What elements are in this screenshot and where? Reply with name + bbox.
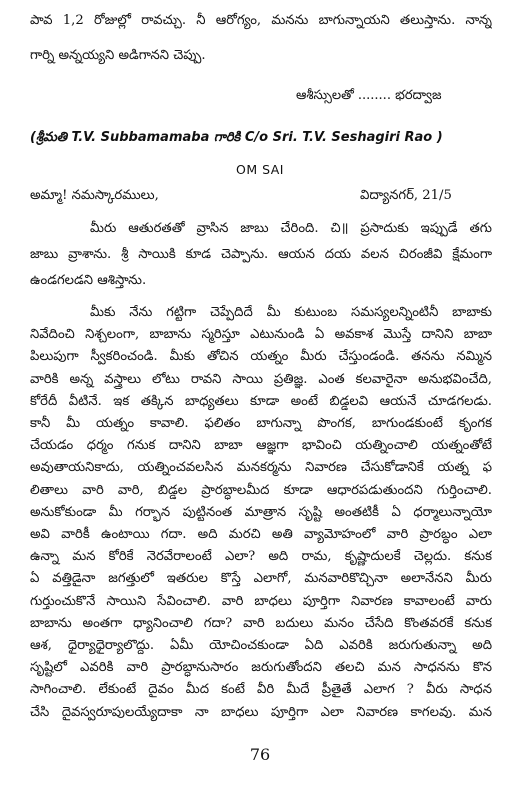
text-line: ఉండగలడని ఆశిస్తాను.	[30, 273, 147, 288]
text-line: అవి వారికీ ఉంటాయి గదా. అది మరచి అతి వ్యామోహంలో వారి ప్రారబ్ధం ఎలా	[30, 527, 492, 542]
text-line: ఆశ, ధైర్యాధైర్యాలొద్దు. ఏమీ యోచించకుండా ఏది ఎవరికి జరుగుతున్నా అది	[30, 638, 492, 653]
salutation: అమ్మా! నమస్కారములు,	[30, 188, 159, 203]
text-line: సృష్టిలో ఎవరికి వారి ప్రారబ్ధానుసారం జరుగుతోందని తలచి మన సాధనను కొన	[30, 660, 492, 676]
page-number: 76	[249, 745, 271, 764]
text-line: వారికి అన్న వస్త్రాలు లోటు రావని సాయి ప్రతిజ్ఞ. ఎంత కలవారైనా అనుభవించేది,	[30, 371, 492, 387]
text-line: చేయడం ధర్మం గనుక దానిని బాబా ఆజ్ఞగా భావించి యత్నించాలి యత్నంతోటే	[30, 438, 492, 454]
text-line: మీకు నేను గట్టిగా చెప్పేదిదే మీ కుటుంబ సమస్యలన్నింటినీ బాబాకు	[90, 305, 492, 320]
om-sai-heading: OM SAI	[235, 162, 284, 177]
addressee-line: (శ్రీమతి T.V. Subbamamaba గారికి C/o Sri. T.V. Seshagiri Rao )	[30, 130, 443, 145]
text-line: కానీ మీ యత్నం కావాలి. ఫలితం బాగున్నా పొంగక, బాగుండకుంటే కృంగక	[30, 416, 492, 431]
text-line: జాబు వ్రాశాను. శ్రీ సాయికి కూడ చెప్పాను. ఆయన దయ వలన చిరంజీవి క్షేమంగా	[30, 247, 492, 262]
text-line: పావ 1,2 రోజుల్లో రావచ్చు. నీ ఆరోగ్యం, మనను బాగున్నాయని తలుస్తాను. నాన్న	[30, 13, 492, 28]
text-line: నివేదించి నిశ్చలంగా, బాబాను స్మరిస్తూ ఎటునుండి ఏ అవకాశ మొస్తే దానిని బాబా	[30, 327, 492, 343]
text-line: అవుతాయనికాదు, యత్నించవలసిన మనకర్మను నివారణ చేసుకోడానికే యత్న ఫ	[30, 460, 492, 476]
text-line: ఏ వత్తిడైనా జగత్తులో ఇతరుల కొస్తే ఎలాగో, మనవారికొచ్చినా అలానేనని మీరు	[30, 571, 492, 587]
text-line: గార్ని అన్నయ్యని అడిగానని చెప్పు.	[30, 48, 206, 63]
text-line: సాగించాలి. లేకుంటే దైవం మీద కంటే వీరి మీదే ప్రీతైతే ఎలాగ ? వీరు సాధన	[30, 682, 492, 698]
text-line: ఉన్నా మన కోరికే నెరవేరాలంటే ఎలా? అది రామ, కృష్ణాదులకే చెల్లదు. కనుక	[30, 549, 492, 565]
signoff: ఆశీస్సులతో ........ భరద్వాజ	[296, 88, 442, 103]
place-date: విద్యానగర్, 21/5	[360, 188, 452, 203]
text-line: చేసి దైవస్వరూపులయ్యేదాకా నా బాధలు పూర్తిగా ఎలా నివారణ కాగలవు. మన	[30, 704, 492, 720]
text-line: బాబాను అంతగా ధ్యానించాలి గదా? వారి బదులు మనం చేసేది కొంతవరకే కనుక	[30, 615, 492, 631]
text-line: కోరేదీ వీటినే. ఇక తక్కిన బాధ్యతలు కూడా అంటే బిడ్డలవి ఆయనే చూడగలడు.	[30, 393, 492, 409]
text-line: పిలుపుగా స్వీకరించండి. మీకు తోచిన యత్నం మీరు చేస్తుండండి. తనను నమ్మిన	[30, 349, 492, 365]
text-line: గుర్తుంచుకొనే సాయిని సేవించాలి. వారి బాధలు పూర్తిగా నివారణ కావాలంటే వారు	[30, 593, 492, 609]
text-line: లితాలు వారి వారి, బిడ్డల ప్రారబ్ధాలమీద కూడా ఆధారపడుతుందని గుర్తించాలి.	[30, 482, 492, 498]
text-line: అనుకోకుండా మీ గర్భాన పుట్టినంత మాత్రాన సృష్టి అంతటికీ ఏ ధర్మాలున్నాయో	[30, 504, 492, 520]
text-line: మీరు ఆతురతతో వ్రాసిన జాబు చేరింది. చి॥ ప్రసాదుకు ఇప్పుడే తగు	[90, 221, 492, 236]
